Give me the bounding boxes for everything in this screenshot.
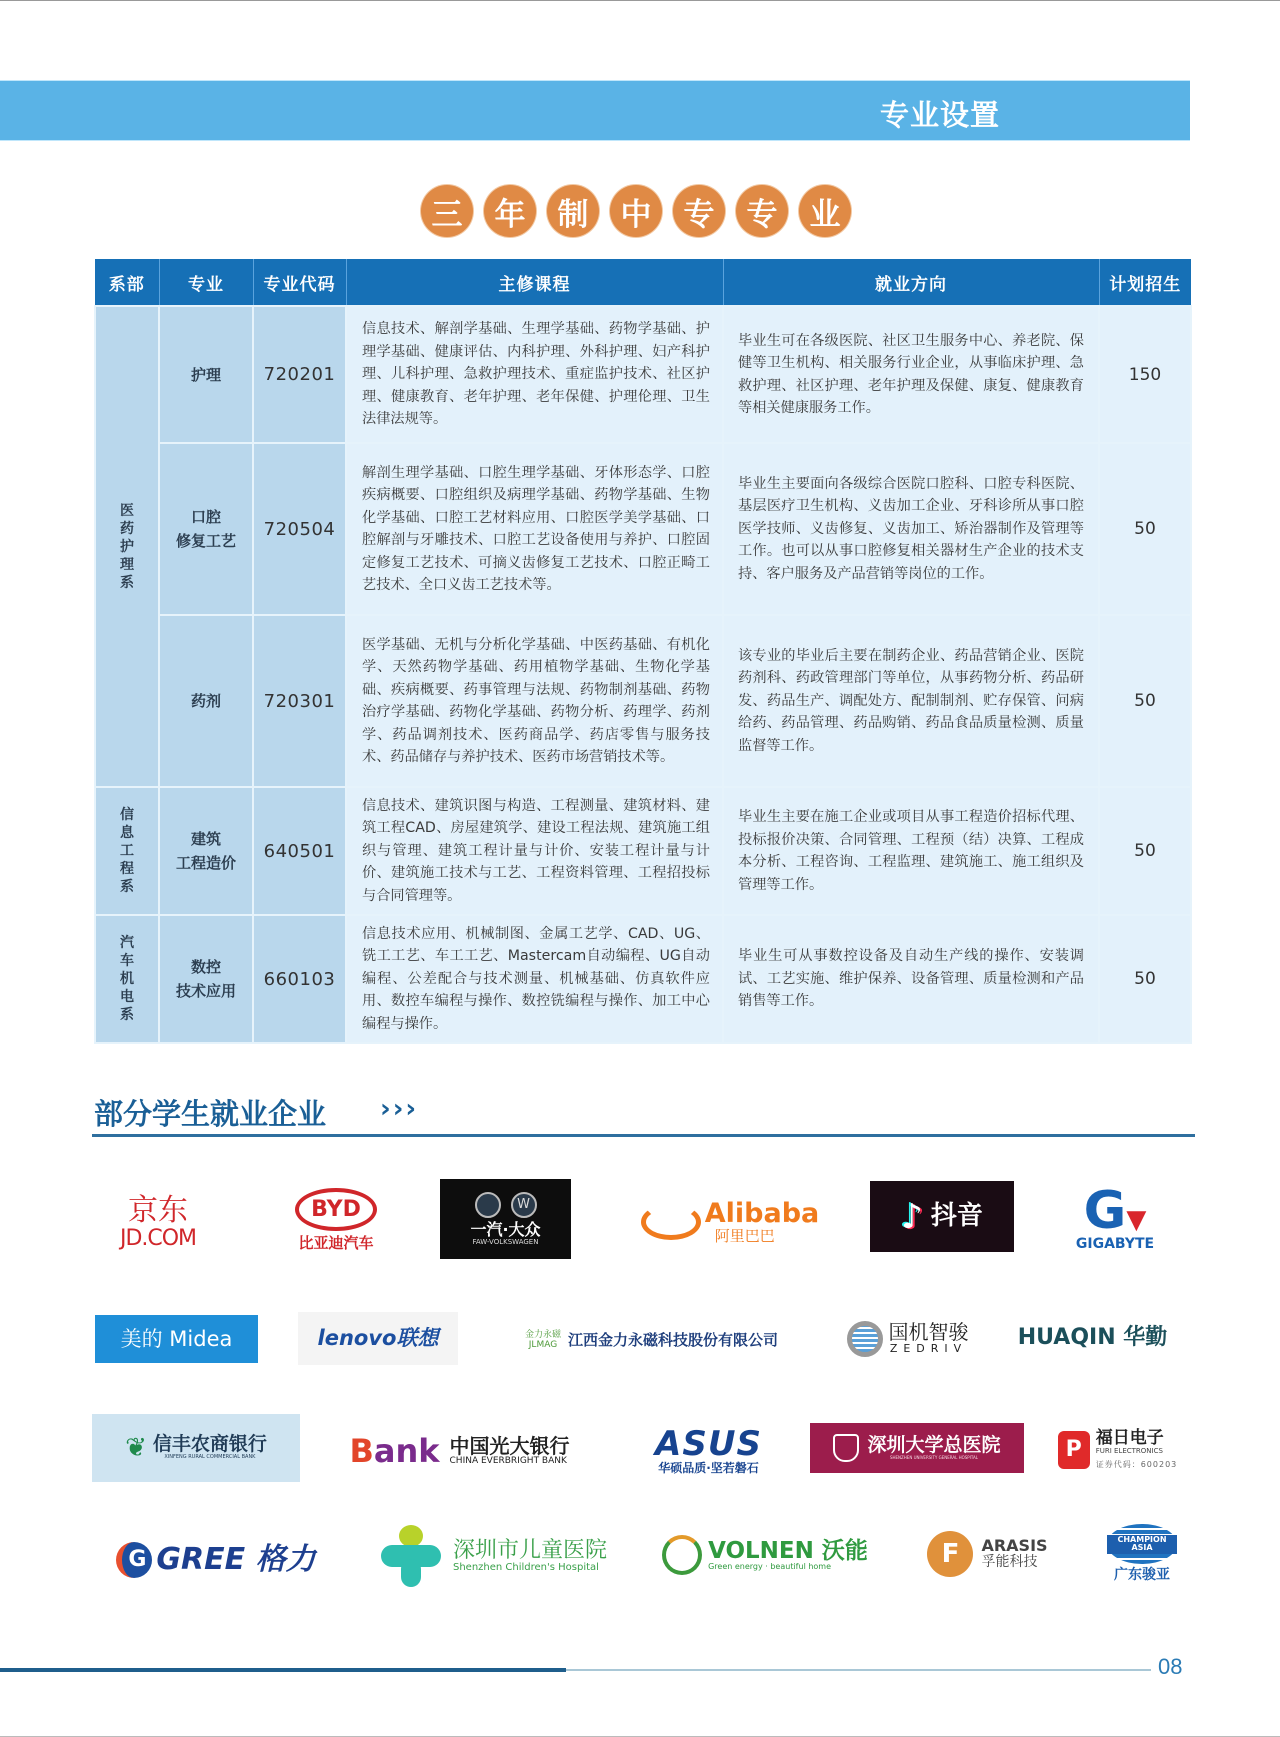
faw-vw-emblem-icon: W [475, 1192, 537, 1218]
department-cell: 汽车机电系 [95, 915, 159, 1043]
header-major: 专业 [159, 259, 253, 306]
logo-byd: BYD 比亚迪汽车 [286, 1180, 386, 1260]
logo-sz-childrens-hospital: 深圳市儿童医院 Shenzhen Children's Hospital [372, 1521, 612, 1591]
subtitle-badge: 中 [610, 185, 662, 237]
major-cell: 药剂 [159, 615, 253, 787]
career-cell: 毕业生主要面向各级综合医院口腔科、口腔专科医院、基层医疗卫生机构、义齿加工企业、牙科诊所从事口腔医学技师、义齿修复、义齿加工、矫治器制作及管理等工作。也可以从事口腔修复相关器材生产企业的技术支持、客户服务及产品营销等岗位的工作。 [723, 443, 1099, 615]
logo-gree: G GREE 格力 [96, 1535, 336, 1585]
career-cell: 该专业的毕业后主要在制药企业、药品营销企业、医院药剂科、药政管理部门等单位，从事药物分析、药品研发、药品生产、调配处方、配制制剂、贮存保管、问病给药、药品管理、药品购销、药品食品质量检测、质量监督等工作。 [723, 615, 1099, 787]
table-row [95, 915, 1191, 1043]
department-cell: 医药护理系 [95, 306, 159, 787]
arasis-f-icon: F [927, 1531, 973, 1577]
section-title: 专业设置 [879, 98, 1000, 132]
logo-gigabyte: G▼ GIGABYTE [1075, 1180, 1155, 1252]
code-cell: 720504 [253, 443, 346, 615]
logo-arasis: F ARASIS 孚能科技 [920, 1528, 1055, 1580]
plan-cell: 50 [1099, 787, 1191, 915]
code-cell: 660103 [253, 915, 346, 1043]
page-border-top [0, 0, 1280, 1]
courses-cell: 信息技术应用、机械制图、金属工艺学、CAD、UG、铣工工艺、车工工艺、Mastercam自动编程、UG自动编程、公差配合与技术测量、机械基础、仿真软件应用、数控车编程与操作、数控铣编程与操作、加工中心编程与操作。 [346, 915, 723, 1043]
logo-lenovo: lenovo联想 [298, 1312, 458, 1365]
header-career: 就业方向 [723, 259, 1099, 306]
major-cell: 建筑 工程造价 [159, 787, 253, 915]
gigabyte-g-icon: G▼ [1083, 1180, 1147, 1241]
douyin-note-icon: ♪ [901, 1196, 923, 1237]
table-row [95, 443, 1191, 615]
table-row [95, 615, 1191, 787]
hospital-shield-icon [833, 1434, 859, 1462]
subtitle-badge: 业 [799, 185, 851, 237]
section-banner [0, 80, 1190, 141]
header-courses: 主修课程 [346, 259, 723, 306]
code-cell: 720301 [253, 615, 346, 787]
logo-jd: 京东 JD.COM [119, 1193, 197, 1251]
footer-rule-light [566, 1669, 1151, 1671]
chevrons-right-icon: ››› [380, 1094, 419, 1124]
subtitle-badge: 制 [547, 185, 599, 237]
logo-zedriv: 国机智骏 ZEDRIV [840, 1313, 975, 1365]
courses-cell: 医学基础、无机与分析化学基础、中医药基础、有机化学、天然药物学基础、药用植物学基础、生物化学基础、疾病概要、药事管理与法规、药物制剂基础、药物治疗学基础、药物化学基础、药物分析、药理学、药剂学、药品调剂技术、医药商品学、药店零售与服务技术、药品储存与养护技术、医药市场营销技术等。 [346, 615, 723, 787]
department-cell: 信息工程系 [95, 787, 159, 915]
logo-jlmag: 江西金力永磁科技股份有限公司 金力永磁 JLMAG [524, 1330, 778, 1350]
header-code: 专业代码 [253, 259, 346, 306]
logo-szu-hospital: 深圳大学总医院 SHENZHEN UNIVERSITY GENERAL HOSPITAL [810, 1423, 1024, 1473]
logo-everbright: Bank 中国光大银行 CHINA EVERBRIGHT BANK [349, 1432, 570, 1470]
subtitle-badge: 专 [736, 185, 788, 237]
volnen-emblem-icon [662, 1535, 702, 1575]
courses-cell: 信息技术、解剖学基础、生理学基础、药物学基础、护理学基础、健康评估、内科护理、外科护理、妇产科护理、儿科护理、急救护理技术、重症监护技术、社区护理、健康教育、老年护理、老年保健、护理伦理、卫生法律法规等。 [346, 306, 723, 443]
subtitle-badge: 年 [484, 185, 536, 237]
bank-wordmark-icon: Bank [349, 1432, 440, 1470]
subtitle-badge: 三 [421, 185, 473, 237]
majors-table [94, 259, 1192, 1044]
companies-heading: 部分学生就业企业 [94, 1097, 327, 1131]
logo-douyin: ♪ 抖音 [870, 1181, 1014, 1252]
major-cell: 数控 技术应用 [159, 915, 253, 1043]
major-cell: 护理 [159, 306, 253, 443]
logo-asus: ASUS 华硕品质·坚若磐石 [655, 1423, 762, 1476]
career-cell: 毕业生可从事数控设备及自动生产线的操作、安装调试、工艺实施、维护保养、设备管理、质量检测和产品销售等工作。 [723, 915, 1099, 1043]
subtitle-badge: 专 [673, 185, 725, 237]
logo-midea: 美的 Midea [95, 1315, 258, 1363]
header-plan: 计划招生 [1099, 259, 1191, 306]
heading-divider [92, 1134, 1195, 1137]
xinfeng-emblem-icon: ❦ [125, 1433, 147, 1463]
logo-xinfeng-bank: ❦ 信丰农商银行 XINFENG RURAL COMMERCIAL BANK [92, 1414, 300, 1482]
major-cell: 口腔 修复工艺 [159, 443, 253, 615]
table-header-row [95, 259, 1191, 306]
code-cell: 720201 [253, 306, 346, 443]
code-cell: 640501 [253, 787, 346, 915]
logo-champion-asia: CHAMPION ASIA 广东骏亚 [1102, 1515, 1182, 1593]
career-cell: 毕业生可在各级医院、社区卫生服务中心、养老院、保健等卫生机构、相关服务行业企业，从事临床护理、急救护理、社区护理、老年护理及保健、康复、健康教育等相关健康服务工作。 [723, 306, 1099, 443]
logo-faw-vw: W 一汽·大众 FAW-VOLKSWAGEN [440, 1179, 571, 1259]
globe-icon: CHAMPION ASIA [1107, 1524, 1177, 1564]
logo-huaqin: HUAQIN 华勤 [1017, 1325, 1168, 1351]
plan-cell: 50 [1099, 615, 1191, 787]
alibaba-smile-icon [641, 1204, 701, 1240]
table-row [95, 787, 1191, 915]
furi-emblem-icon: P [1058, 1431, 1090, 1469]
footer-rule [0, 1668, 566, 1672]
career-cell: 毕业生主要在施工企业或项目从事工程造价招标代理、投标报价决策、合同管理、工程预（结）决算、工程成本分析、工程咨询、工程监理、建筑施工、施工组织及管理等工作。 [723, 787, 1099, 915]
childrens-hospital-icon [377, 1525, 445, 1587]
plan-cell: 50 [1099, 443, 1191, 615]
subtitle-badges [421, 185, 851, 237]
header-department: 系部 [95, 259, 159, 306]
logo-volnen: VOLNEN 沃能 Green energy · beautiful home [650, 1527, 880, 1583]
plan-cell: 50 [1099, 915, 1191, 1043]
zedriv-emblem-icon [847, 1321, 883, 1357]
courses-cell: 信息技术、建筑识图与构造、工程测量、建筑材料、建筑工程CAD、房屋建筑学、建设工程法规、建筑施工组织与管理、建筑工程计量与计价、安装工程计量与计价、建筑施工技术与工艺、工程资料管理、工程招投标与合同管理等。 [346, 787, 723, 915]
table-row [95, 306, 1191, 443]
logo-furi: P 福日电子 FURI ELECTRONICS 证券代码：600203 [1050, 1420, 1185, 1480]
plan-cell: 150 [1099, 306, 1191, 443]
page-number: 08 [1158, 1654, 1183, 1679]
logo-alibaba: Alibaba 阿里巴巴 [630, 1192, 830, 1252]
gree-emblem-icon: G [116, 1542, 152, 1578]
courses-cell: 解剖生理学基础、口腔生理学基础、牙体形态学、口腔疾病概要、口腔组织及病理学基础、药物学基础、生物化学基础、口腔工艺材料应用、口腔医学美学基础、口腔解剖与牙雕技术、口腔工艺设备使用与养护、口腔固定修复工艺技术、可摘义齿修复工艺技术、口腔正畸工艺技术、全口义齿工艺技术等。 [346, 443, 723, 615]
